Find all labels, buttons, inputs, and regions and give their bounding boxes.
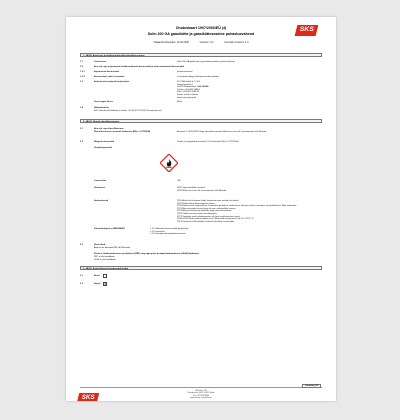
row-value: [177, 200, 322, 223]
value-line: P251 Mitte punnitada ega põletada isegi pärast kasutamist.: [177, 210, 232, 213]
value-line: P210 Hoida eemal soojusallikast, kuumadest pindadest, sädemetest, lahtisest tulest ja muudest süttimisallikatest. Mitte suitsetada.: [177, 205, 297, 208]
row-label: Ohulaused: [94, 187, 105, 189]
mixtures-checked-icon: ✕: [104, 282, 107, 286]
row-value: [177, 101, 322, 104]
row-number: 2.1: [80, 128, 83, 130]
value-line: SCOTIA GmbH & Co KG: [177, 81, 200, 83]
row-value: [150, 228, 295, 236]
document-title: Ohutuskaart 1907/2006/EÜ (4): [175, 26, 227, 30]
row-label: Tunnussõna: [94, 180, 107, 182]
address-line[interactable]: www.sks.ee, info@sks.ee: [190, 396, 212, 399]
value-line: < 5% nitritoonid: [150, 230, 165, 233]
row-value: [177, 61, 322, 64]
row-number: 2.2: [80, 141, 83, 143]
row-value: Aerosool 1: H222-H229 Väga tuleohtlik aerosool. Mahuti on surve all: kuumutamisel võib lõhkeda.: [177, 131, 267, 133]
logo-text: SKS: [81, 394, 95, 401]
row-label: Kasutusalad, mida ei soovitata: [94, 76, 125, 78]
value-line: D-35216 Biedenkopf, SAKSAMAA: [177, 86, 209, 89]
product-name: Solin 200 GA gaasikütte ja gaasikütteseadme puhastusvahend: [147, 32, 255, 36]
section-1-header: 1. JAGU: Aine/segu ja äriühingu/ettevõtja identifitseerimine: [80, 53, 322, 57]
row-label: Aine või segu asjaomased kindlaksmääratud kasutusalad ja mittesoovitatavad kasutusalad: [94, 66, 184, 68]
row-label: Pakendimärgistus 648/2004/EÜ: [94, 228, 125, 230]
substances-checkbox: [103, 274, 107, 278]
row-value: EGT-Gesellschaft/Giftnotruf, telefon: +49 (0) 421 19240 (24 tundi päevas): [94, 110, 162, 112]
other-hazards-line: Ainet ei ole hinnatud PBT-/vPvB-aineks.: [94, 247, 131, 249]
value-line: P501 Sisu/mahuti kõrvaldada vastavalt kohalikele eeskirjadele.: [177, 220, 235, 223]
value-line: P261 Vältida auru/aerosooli sissehingamist.: [177, 212, 218, 215]
row-label: Ohupiktogrammid: [94, 147, 112, 149]
row-label: Hoiatuslaused: [94, 200, 109, 202]
row-number: 3.2: [80, 283, 83, 285]
value-line: P211 Mitte pihustada lahtise leegi või muu süttimisallika suunas.: [177, 207, 236, 210]
value-line: Müük: [177, 101, 183, 103]
row-value: [177, 71, 322, 74]
address-line: Tel. +372 608 3300: [192, 394, 210, 397]
row-label: Teavet jagav üksus: [94, 101, 113, 103]
value-line: puhastusvahend: [177, 71, 193, 73]
value-line: P102 Hoida lastele kättesaamatus kohas.: [177, 202, 216, 205]
value-line: Industriestraße 4: [177, 83, 193, 86]
other-hazards-line: vPvB: ei ole kohaldatav.: [94, 259, 117, 261]
footer-address: [66, 390, 336, 399]
row-number: 1.2.2: [80, 76, 85, 78]
row-number: 1.2.1: [80, 71, 85, 73]
value-line: Solin 200 GA gaasikütte ja gaasikütteseadme puhastusvahend: [177, 61, 235, 63]
row-value: [177, 180, 322, 183]
row-number: 1.4: [80, 107, 83, 109]
other-hazards-line: PBT: ei ole kohaldatav.: [94, 256, 115, 258]
value-line: H222 Väga tuleohtlik aerosool.: [177, 187, 206, 189]
row-label: Klassifitseerimine vastavalt määrusele (EÜ) nr 1272/2008: [94, 131, 151, 133]
row-value: [177, 187, 322, 192]
logo-text: SKS: [299, 26, 314, 33]
row-value: [177, 81, 322, 99]
section-2-header: 2. JAGU: Ohtude identifitseerimine: [80, 119, 322, 123]
row-number: 3.1: [80, 275, 83, 277]
row-label: Tootetunnus: [94, 61, 107, 63]
value-line: < 5% alifaatsed süsivesinikud (propellent): [150, 228, 189, 230]
value-line: < 5% mitteioonsed pindaktiivsed ained: [150, 233, 186, 236]
sks-logo: [295, 25, 319, 36]
row-label: Märgistuselemendid: [94, 141, 115, 143]
document-meta: [66, 41, 336, 44]
value-line[interactable]: www.scotia-group.de: [177, 96, 197, 99]
value-line: ei kasutata toiduga kokkupuutuvatel pindadel: [177, 76, 219, 78]
value-line[interactable]: E-post: info@scotia.de: [177, 93, 198, 96]
row-label: Andmed ohutuskaardi tarnija kohta: [94, 81, 129, 83]
row-label: Segud: [94, 283, 101, 285]
row-number: 2.3: [80, 244, 83, 246]
page-number: Lehekülg 1/5: [302, 384, 321, 388]
value-line: Toode on märgistatud vastavalt CLP-määrusele (EÜ) nr 1272/2008: [177, 141, 239, 143]
address-line: SKS Finn OÜ: [195, 390, 207, 392]
version: Versioon: 0.2: [199, 41, 214, 44]
value-line: P410+P412 Hoida päikesevalguse eest. Mitte hoida temperatuuril üle 50 °C/122 °F.: [177, 218, 254, 221]
safety-data-sheet-page: [66, 17, 336, 401]
row-label: Aine või segu klassifikatsioon: [94, 128, 124, 130]
value-line: H229 Mahuti on surve all: kuumutamisel võib lõhkeda.: [177, 189, 227, 192]
revision: Asendab versiooni: 1.0: [224, 41, 249, 44]
row-label: Muud ohud: [94, 244, 106, 246]
row-number: 1.3: [80, 81, 83, 83]
row-label: Ained: [94, 275, 100, 277]
issue-date: Väljaandmiskuupäev: 20.02.2020: [153, 41, 189, 44]
value-line: P101 Arstilt nõu küsimisel hoida käepärast toote mahutit või etiketti.: [177, 200, 240, 202]
value-line: OHT: [177, 180, 182, 182]
footer-divider: [80, 387, 322, 388]
other-hazards-line: Püsivus, bioakumuleeruvus ja toksilisus (PBT) ning väga püsiv ja väga bioakumuleeruv (vPvB) hindamine:: [94, 253, 200, 255]
row-number: 1.2: [80, 66, 83, 68]
value-line: Faks +49 6461 9388-30: [177, 91, 200, 94]
value-line: P271 Kasutada ainult välitingimustes või hästi ventileeritavas ruumis.: [177, 215, 241, 218]
row-label: Hädaabitelefon: [94, 107, 109, 109]
row-value: [177, 141, 322, 144]
flame-pictogram-icon: [160, 154, 178, 172]
section-3-header: 3. JAGU: Koostis/teave koostisosade kohta: [80, 266, 322, 270]
value-line: Telefon +49 6461 9388-0: [177, 88, 201, 91]
address-line: Peterburi tee 90/5, 11415 Tallinn: [187, 392, 215, 395]
row-number: 1.1: [80, 61, 83, 63]
row-value: [177, 76, 322, 79]
row-label: Asjaomased kasutusalad: [94, 71, 119, 73]
